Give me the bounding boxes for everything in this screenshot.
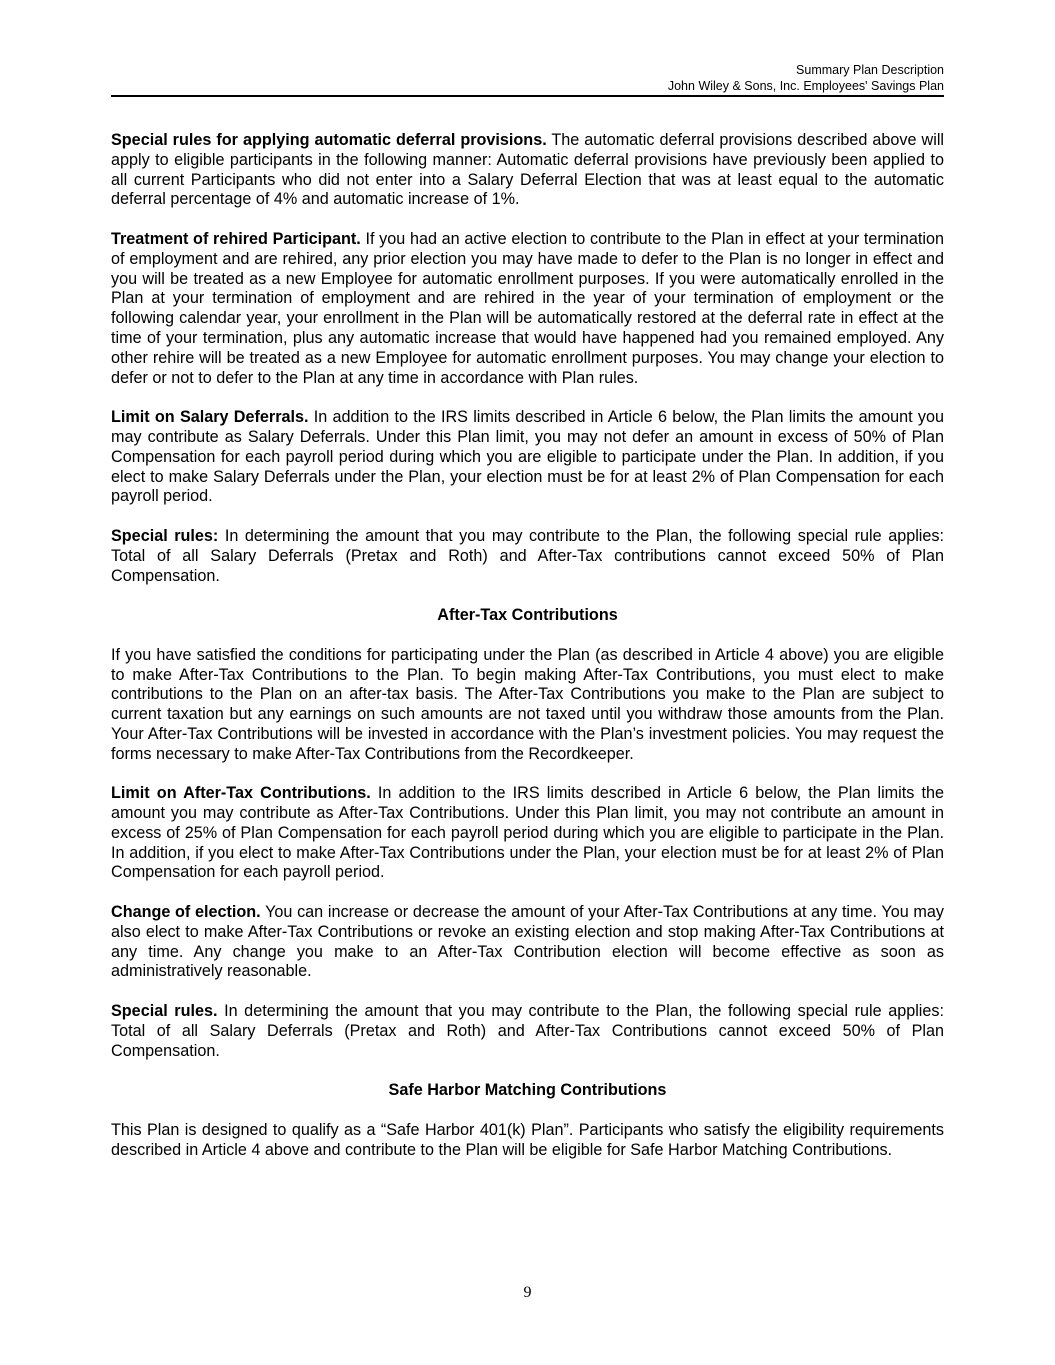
section-heading-after-tax: After-Tax Contributions — [437, 606, 618, 625]
paragraph-text: You can increase or decrease the amount of your After-Tax Contributions at any time. You may also elect to make After-Tax Contributions or revoke an existing election and stop making After-Tax Contributions at any time. Any change you make to an After-Tax Contribution election will become effective as soon as administratively reasonable. — [111, 903, 944, 981]
paragraph-text: In determining the amount that you may contribute to the Plan, the following special rule applies: Total of all Salary Deferrals (Pretax and Roth) and After-Tax Contributions cannot exceed 50% of Plan Compensation. — [111, 1002, 945, 1060]
paragraph-rehired-participant — [111, 230, 944, 388]
page-number: 9 — [523, 1284, 532, 1301]
paragraph-heading: Special rules: — [111, 526, 219, 545]
paragraph-after-tax-intro — [111, 646, 944, 765]
paragraph-heading: Special rules for applying automatic deferral provisions. — [111, 131, 547, 149]
paragraph-text: The automatic deferral provisions described above will apply to eligible participants in the following manner: Automatic deferral provisions have previously been applied to all current Participants who did not enter into a Salary Deferral Election that was at least equal to the automatic deferral percentage of 4% and automatic increase of 1%. — [111, 131, 945, 209]
page-header — [111, 62, 944, 94]
paragraph-heading: Special rules. — [111, 1002, 218, 1021]
section-heading-safe-harbor: Safe Harbor Matching Contributions — [388, 1081, 667, 1100]
paragraph-heading: Change of election. — [111, 903, 261, 922]
paragraph-special-rules-salary — [111, 527, 944, 586]
paragraph-text: If you have satisfied the conditions for participating under the Plan (as described in Article 4 above) you are eligible to make After-Tax Contributions to the Plan. To begin making After-Tax Contributions, you must elect to make contributions to the Plan on an after-tax basis. The After-Tax Contributions you make to the Plan are subject to current taxation but any earnings on such amounts are not taxed until you withdraw those amounts from the Plan. Your After-Tax Contributions will be invested in accordance with the Plan’s investment policies. You may request the forms necessary to make After-Tax Contributions from the Recordkeeper. — [111, 645, 944, 763]
paragraph-text: If you had an active election to contribute to the Plan in effect at your termination of employment and are rehired, any prior election you may have made to defer to the Plan is no longer in effect and you will be treated as a new Employee for automatic enrollment purposes. If you were automatically enrolled in the Plan at your termination of employment and are rehired in the year of your termination of employment or the following calendar year, your enrollment in the Plan will be automatically restored at the deferral rate in effect at the time of your termination, plus any automatic increase that would have happened had you remained employed. Any other rehire will be treated as a new Employee for automatic enrollment purposes. You may change your election to defer or not to defer to the Plan at any time in accordance with Plan rules. — [111, 229, 944, 387]
paragraph-text: In addition to the IRS limits described in Article 6 below, the Plan limits the amount you may contribute as Salary Deferrals. Under this Plan limit, you may not defer an amount in excess of 50% of Plan Compensation for each payroll period during which you are eligible to participate under the Plan. In addition, if you elect to make Salary Deferrals under the Plan, your election must be for at least 2% of Plan Compensation for each payroll period. — [111, 408, 944, 506]
header-plan-name: John Wiley & Sons, Inc. Employees' Savings Plan — [667, 79, 944, 93]
document-body — [111, 131, 944, 1180]
paragraph-change-of-election — [111, 903, 944, 982]
paragraph-heading: Limit on Salary Deferrals. — [111, 408, 309, 427]
paragraph-text: In addition to the IRS limits described in Article 6 below, the Plan limits the amount you may contribute as After-Tax Contributions. Under this Plan limit, you may not contribute an amount in excess of 25% of Plan Compensation for each payroll period during which you are eligible to participate in the Plan. In addition, if you elect to make After-Tax Contributions under the Plan, your election must be for at least 2% of Plan Compensation for each payroll period. — [111, 784, 944, 882]
header-divider — [111, 95, 944, 97]
header-document-title: Summary Plan Description — [796, 63, 944, 77]
paragraph-automatic-deferral-rules — [111, 131, 944, 210]
paragraph-text: This Plan is designed to qualify as a “Safe Harbor 401(k) Plan”. Participants who satisfy the eligibility requirements described in Article 4 above and contribute to the Plan will be eligible for Safe Harbor Matching Contributions. — [111, 1120, 944, 1159]
paragraph-limit-salary-deferrals — [111, 408, 944, 507]
paragraph-special-rules-after-tax — [111, 1002, 944, 1061]
paragraph-text: In determining the amount that you may contribute to the Plan, the following special rule applies: Total of all Salary Deferrals (Pretax and Roth) and After-Tax contributions cannot exceed 50% of Plan Compensation. — [111, 526, 944, 585]
paragraph-limit-after-tax — [111, 784, 944, 883]
paragraph-heading: Limit on After-Tax Contributions. — [111, 784, 371, 803]
paragraph-heading: Treatment of rehired Participant. — [111, 229, 361, 248]
paragraph-safe-harbor-intro — [111, 1121, 944, 1161]
